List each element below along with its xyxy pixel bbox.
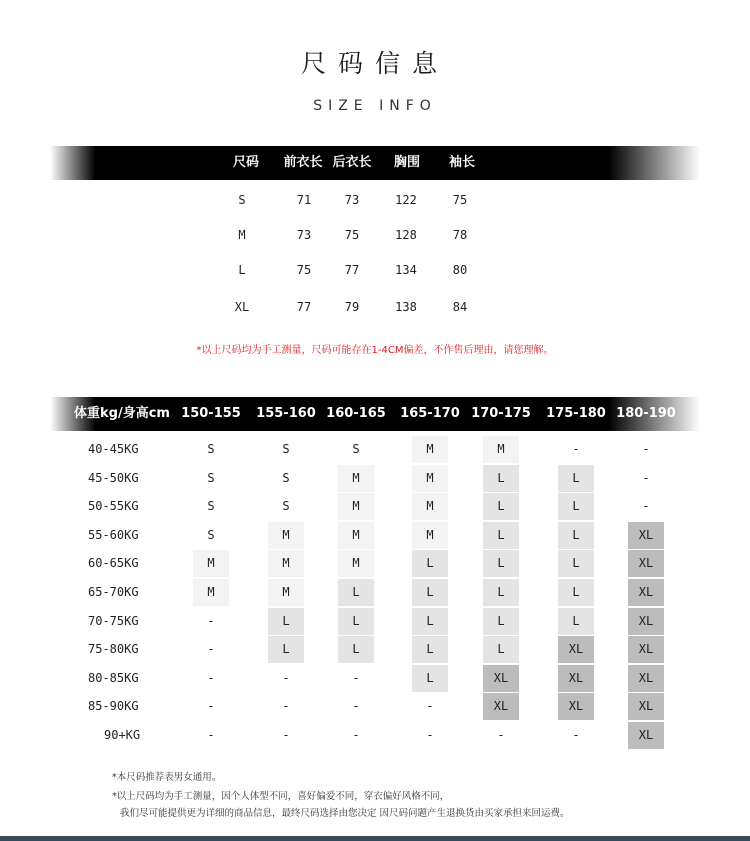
- weight-range-label: 65-70KG: [88, 585, 139, 599]
- recommended-size-cell: L: [338, 608, 374, 635]
- recommended-size-cell: M: [268, 579, 304, 606]
- recommended-size-cell: S: [207, 442, 215, 456]
- recommended-size-cell: L: [558, 550, 594, 577]
- size-measurement: 122: [395, 193, 417, 207]
- header-corner: 体重kg/身高cm: [74, 406, 170, 421]
- recommended-size-cell: L: [558, 579, 594, 606]
- recommended-size-cell: XL: [628, 522, 664, 549]
- footer-line-3: 我们尽可能提供更为详细的商品信息，最终尺码选择由您决定 因尺码问题产生退换货由买家承担来回运费。: [120, 808, 570, 819]
- recommended-size-cell: L: [483, 550, 519, 577]
- size-label: M: [238, 228, 246, 242]
- recommended-size-cell: L: [412, 608, 448, 635]
- recommended-size-cell: M: [193, 579, 229, 606]
- recommended-size-cell: -: [572, 442, 580, 456]
- recommended-size-cell: S: [282, 442, 290, 456]
- size-label: L: [238, 263, 246, 277]
- header-back-length: 后衣长: [332, 155, 372, 170]
- header-height-range: 150-155: [181, 406, 241, 421]
- footer-line-2: *以上尺码均为手工测量，因个人体型不同，喜好偏爱不同，穿衣偏好风格不同，: [112, 791, 450, 802]
- recommended-size-cell: M: [338, 522, 374, 549]
- recommended-size-cell: -: [426, 699, 434, 714]
- recommended-size-cell: M: [268, 522, 304, 549]
- recommended-size-cell: XL: [483, 693, 519, 720]
- header-height-range: 180-190: [616, 406, 676, 421]
- size-measurement: 73: [344, 193, 360, 207]
- weight-range-label: 85-90KG: [88, 699, 139, 714]
- recommended-size-cell: L: [483, 608, 519, 635]
- recommend-table-header: [50, 397, 700, 431]
- recommended-size-cell: -: [352, 699, 360, 714]
- size-measurement: 128: [395, 228, 417, 242]
- recommended-size-cell: -: [642, 470, 650, 485]
- header-front-length: 前衣长: [283, 155, 323, 170]
- recommended-size-cell: L: [268, 608, 304, 635]
- measurement-note: *以上尺码均为手工测量，尺码可能存在1-4CM偏差，不作售后理由，请您理解。: [196, 345, 554, 356]
- recommended-size-cell: -: [207, 670, 215, 685]
- size-measurement: 73: [296, 228, 312, 242]
- recommended-size-cell: -: [642, 442, 650, 456]
- header-height-range: 170-175: [471, 406, 531, 421]
- recommended-size-cell: -: [207, 613, 215, 628]
- weight-range-label: 60-65KG: [88, 556, 139, 571]
- recommended-size-cell: -: [282, 670, 290, 685]
- page-subtitle: SIZE INFO: [313, 98, 437, 114]
- recommended-size-cell: XL: [628, 693, 664, 720]
- recommended-size-cell: XL: [628, 665, 664, 692]
- recommended-size-cell: M: [412, 436, 448, 463]
- recommended-size-cell: L: [412, 636, 448, 663]
- recommended-size-cell: XL: [628, 636, 664, 663]
- weight-range-label: 75-80KG: [88, 642, 139, 657]
- recommended-size-cell: L: [338, 579, 374, 606]
- size-measurement: 75: [296, 263, 312, 277]
- size-measurement: 77: [344, 263, 360, 277]
- header-height-range: 160-165: [326, 406, 386, 421]
- size-measurement: 75: [452, 193, 468, 207]
- weight-range-label: 55-60KG: [88, 527, 139, 542]
- recommended-size-cell: XL: [628, 579, 664, 606]
- size-measurement: 79: [344, 300, 360, 314]
- header-size: 尺码: [232, 155, 259, 170]
- header-height-range: 175-180: [546, 406, 606, 421]
- size-measurement: 78: [452, 228, 468, 242]
- recommended-size-cell: -: [282, 728, 290, 742]
- recommended-size-cell: M: [412, 493, 448, 520]
- page-title: 尺码信息: [300, 49, 449, 78]
- recommended-size-cell: S: [207, 470, 215, 485]
- size-label: XL: [234, 300, 250, 314]
- size-measurement: 77: [296, 300, 312, 314]
- recommended-size-cell: XL: [483, 665, 519, 692]
- recommended-size-cell: S: [282, 499, 290, 514]
- recommended-size-cell: M: [268, 550, 304, 577]
- size-label: S: [238, 193, 246, 207]
- size-measurement: 134: [395, 263, 417, 277]
- recommended-size-cell: L: [483, 636, 519, 663]
- recommended-size-cell: XL: [628, 608, 664, 635]
- header-height-range: 165-170: [400, 406, 460, 421]
- recommended-size-cell: L: [483, 579, 519, 606]
- recommended-size-cell: L: [558, 465, 594, 492]
- recommended-size-cell: XL: [628, 722, 664, 749]
- recommended-size-cell: -: [207, 699, 215, 714]
- size-measurement: 138: [395, 300, 417, 314]
- recommended-size-cell: L: [558, 608, 594, 635]
- recommended-size-cell: -: [282, 699, 290, 714]
- recommended-size-cell: S: [207, 527, 215, 542]
- recommended-size-cell: XL: [558, 636, 594, 663]
- header-chest: 胸围: [393, 155, 420, 170]
- recommended-size-cell: M: [412, 465, 448, 492]
- recommended-size-cell: M: [193, 550, 229, 577]
- recommended-size-cell: -: [572, 728, 580, 742]
- recommended-size-cell: M: [338, 465, 374, 492]
- recommended-size-cell: L: [268, 636, 304, 663]
- weight-range-label: 80-85KG: [88, 670, 139, 685]
- header-height-range: 155-160: [256, 406, 316, 421]
- header-sleeve: 袖长: [448, 155, 475, 170]
- recommended-size-cell: M: [412, 522, 448, 549]
- size-measurement: 80: [452, 263, 468, 277]
- weight-range-label: 45-50KG: [88, 470, 139, 485]
- recommended-size-cell: M: [338, 493, 374, 520]
- recommended-size-cell: L: [338, 636, 374, 663]
- recommended-size-cell: -: [497, 728, 505, 742]
- recommended-size-cell: XL: [558, 665, 594, 692]
- recommended-size-cell: L: [558, 493, 594, 520]
- recommended-size-cell: S: [352, 442, 360, 456]
- recommended-size-cell: XL: [558, 693, 594, 720]
- recommended-size-cell: L: [412, 665, 448, 692]
- recommended-size-cell: L: [483, 522, 519, 549]
- size-measurement: 75: [344, 228, 360, 242]
- recommended-size-cell: -: [207, 642, 215, 657]
- recommended-size-cell: M: [483, 436, 519, 463]
- recommended-size-cell: -: [642, 499, 650, 514]
- recommended-size-cell: -: [426, 728, 434, 742]
- recommended-size-cell: S: [207, 499, 215, 514]
- recommended-size-cell: L: [483, 493, 519, 520]
- weight-range-label: 40-45KG: [88, 442, 139, 456]
- recommended-size-cell: L: [483, 465, 519, 492]
- size-measurement: 84: [452, 300, 468, 314]
- recommended-size-cell: M: [338, 550, 374, 577]
- recommended-size-cell: -: [207, 728, 215, 742]
- weight-range-label: 50-55KG: [88, 499, 139, 514]
- weight-range-label: 90+KG: [104, 728, 141, 742]
- size-table-header: [50, 146, 700, 180]
- recommended-size-cell: L: [412, 579, 448, 606]
- weight-range-label: 70-75KG: [88, 613, 139, 628]
- recommended-size-cell: L: [558, 522, 594, 549]
- recommended-size-cell: -: [352, 728, 360, 742]
- recommended-size-cell: XL: [628, 550, 664, 577]
- recommended-size-cell: S: [282, 470, 290, 485]
- recommended-size-cell: L: [412, 550, 448, 577]
- size-measurement: 71: [296, 193, 312, 207]
- bottom-divider: [0, 836, 750, 841]
- recommended-size-cell: -: [352, 670, 360, 685]
- footer-line-1: *本尺码推荐表男女通用。: [112, 772, 222, 783]
